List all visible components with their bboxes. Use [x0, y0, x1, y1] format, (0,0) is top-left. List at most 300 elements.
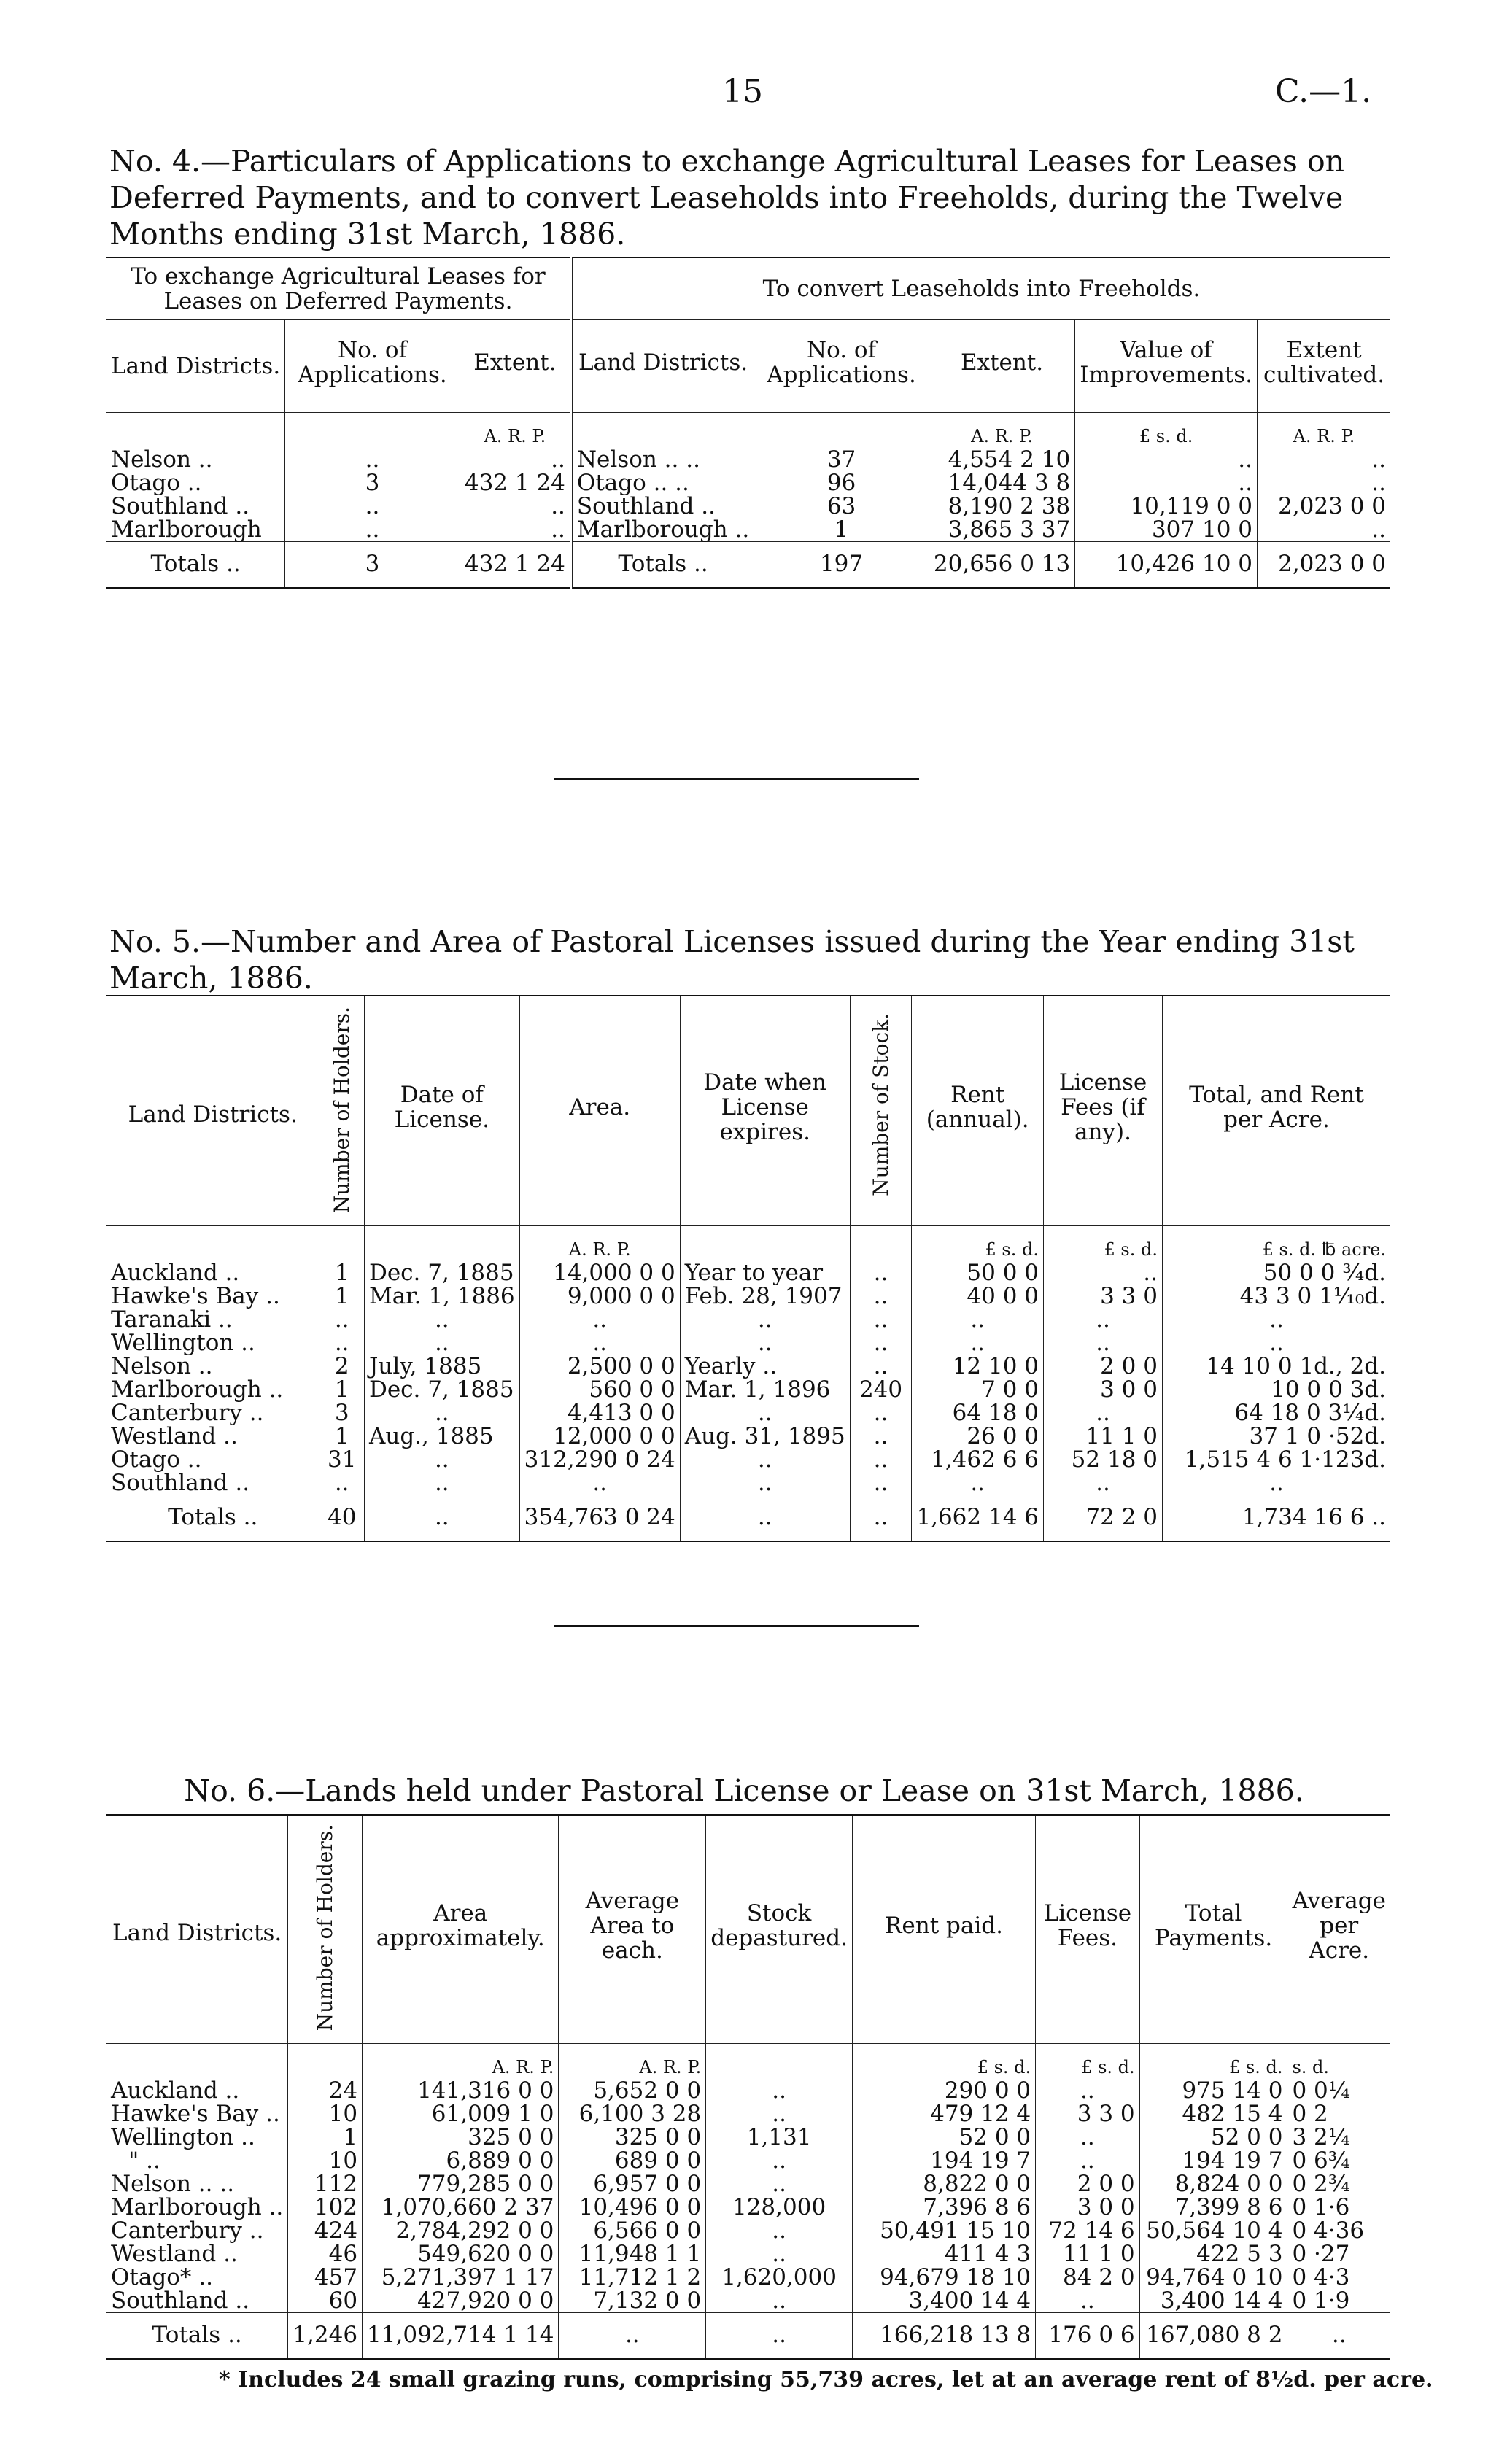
table5-cell: Feb. 28, 1907	[680, 1285, 850, 1308]
table5-header-land-districts: Land Districts.	[106, 996, 319, 1226]
table6-header-fees: License Fees.	[1036, 1815, 1139, 2044]
table4-cell: Nelson ..	[111, 446, 213, 473]
table6-cell: 61,009 1 0	[363, 2102, 559, 2126]
table5-unit	[364, 1226, 519, 1262]
table5-cell: ..	[1163, 1308, 1391, 1331]
table-row	[106, 2102, 1390, 2126]
table4-header-cultivated: Extent cultivated.	[1258, 320, 1391, 413]
table5-cell: ..	[364, 1448, 519, 1471]
table5-total: 72 2 0	[1044, 1495, 1163, 1542]
table5-cell: ..	[364, 1471, 519, 1495]
table6-cell: 0 0¼	[1287, 2079, 1390, 2102]
table-row	[106, 518, 1390, 542]
table4-cell: Southland ..	[111, 493, 250, 519]
table6-cell: 3 0 0	[1036, 2196, 1139, 2219]
table5-cell: 43 3 0 1⅒d.	[1163, 1285, 1391, 1308]
table6-cell: 975 14 0	[1139, 2079, 1287, 2102]
table4-total: 20,656 0 13	[929, 542, 1074, 589]
table6-cell: 52 0 0	[852, 2126, 1035, 2149]
table-row	[106, 1401, 1390, 1425]
table5-header-total: Total, and Rent per Acre.	[1163, 996, 1391, 1226]
table5-cell: ..	[850, 1355, 912, 1378]
table6-header-land-districts: Land Districts.	[106, 1815, 288, 2044]
table5-cell: 3 3 0	[1044, 1285, 1163, 1308]
table4-total: 432 1 24	[460, 542, 571, 589]
table6-cell: ..	[1036, 2289, 1139, 2313]
table5-cell: 2	[319, 1355, 365, 1378]
table6-cell: 689 0 0	[559, 2149, 706, 2172]
table4-header-extent: Extent.	[460, 320, 571, 413]
table5-cell: 26 0 0	[912, 1425, 1044, 1448]
table4-header-improvements: Value of Improvements.	[1075, 320, 1258, 413]
totals-row	[106, 2313, 1390, 2360]
table5-cell: 2 0 0	[1044, 1355, 1163, 1378]
table-row	[106, 2172, 1390, 2196]
table6-cell: 11 1 0	[1036, 2242, 1139, 2266]
table5-cell: 7 0 0	[912, 1378, 1044, 1401]
table5-cell: Otago ..	[111, 1446, 202, 1473]
table6-cell: Marlborough ..	[111, 2194, 284, 2221]
table4-header-extent-2: Extent.	[929, 320, 1074, 413]
table5-cell: ..	[850, 1308, 912, 1331]
table5-cell: ..	[680, 1471, 850, 1495]
table5-cell: 1	[319, 1378, 365, 1401]
table4-unit	[285, 413, 460, 449]
table5-cell: ..	[1044, 1471, 1163, 1495]
table5-cell: 10 0 0 3d.	[1163, 1378, 1391, 1401]
table5-cell: ..	[1044, 1401, 1163, 1425]
table5-cell: Aug. 31, 1895	[680, 1425, 850, 1448]
table5-cell: 50 0 0 ¾d.	[1163, 1261, 1391, 1285]
table5-cell: 1,515 4 6 1·123d.	[1163, 1448, 1391, 1471]
table-row	[106, 1425, 1390, 1448]
table4-cell: 10,119 0 0	[1075, 495, 1258, 518]
table6-cell: 0 4·36	[1287, 2219, 1390, 2242]
table6-cell: 102	[288, 2196, 363, 2219]
table5-cell: ..	[1044, 1308, 1163, 1331]
table6-cell: 141,316 0 0	[363, 2079, 559, 2102]
table5-cell: Mar. 1, 1886	[364, 1285, 519, 1308]
table4-total: Totals ..	[571, 542, 754, 589]
table4-cell: ..	[285, 448, 460, 471]
table4-cell: Otago .. ..	[571, 471, 754, 495]
table5-cell: 1,462 6 6	[912, 1448, 1044, 1471]
table4-cell: 1	[754, 518, 929, 542]
table-row	[106, 1471, 1390, 1495]
table6-total: 1,246	[288, 2313, 363, 2360]
table4-cell: 63	[754, 495, 929, 518]
table6-cell: ..	[1036, 2126, 1139, 2149]
table4-total: 2,023 0 0	[1258, 542, 1391, 589]
table5-title: No. 5.—Number and Area of Pastoral Licenses issued during the Year ending 31st March, 1886.	[109, 924, 1355, 996]
table4-cell: 96	[754, 471, 929, 495]
table5-cell: 4,413 0 0	[519, 1401, 680, 1425]
table4-cell: 432 1 24	[460, 471, 571, 495]
table5-cell: 14,000 0 0	[519, 1261, 680, 1285]
table5-cell: ..	[1163, 1331, 1391, 1355]
table5-unit	[680, 1226, 850, 1262]
table4-total: 197	[754, 542, 929, 589]
table5-cell: July, 1885	[364, 1355, 519, 1378]
table5-cell: ..	[1044, 1331, 1163, 1355]
table-row	[106, 1285, 1390, 1308]
table5-cell: Aug., 1885	[364, 1425, 519, 1448]
table5-total: 40	[319, 1495, 365, 1542]
table6-cell: 5,652 0 0	[559, 2079, 706, 2102]
table5-cell: Yearly ..	[680, 1355, 850, 1378]
table4-cell: 4,554 2 10	[929, 448, 1074, 471]
table4-cell: 3	[285, 471, 460, 495]
table6-unit	[288, 2044, 363, 2080]
table6-cell: 0 1·6	[1287, 2196, 1390, 2219]
table6-cell: " ..	[128, 2147, 160, 2174]
table4-cell: ..	[460, 448, 571, 471]
table5-unit: £ s. d.	[1044, 1226, 1163, 1262]
table5-unit	[850, 1226, 912, 1262]
table6-cell: 84 2 0	[1036, 2266, 1139, 2289]
table5-cell: 64 18 0 3¼d.	[1163, 1401, 1391, 1425]
table6-cell: 11,948 1 1	[559, 2242, 706, 2266]
table5-cell: ..	[1163, 1471, 1391, 1495]
table-row	[106, 1261, 1390, 1285]
table4-cell: Southland ..	[571, 495, 754, 518]
table6-cell: 46	[288, 2242, 363, 2266]
table4-header-land-districts-2: Land Districts.	[571, 320, 754, 413]
page-number: 15	[722, 73, 763, 110]
table5-cell: 12 10 0	[912, 1355, 1044, 1378]
table4-header-applications-2: No. of Applications.	[754, 320, 929, 413]
table5-cell: Canterbury ..	[111, 1400, 264, 1427]
table6-cell: 0 4·3	[1287, 2266, 1390, 2289]
table6-total: ..	[706, 2313, 853, 2360]
table5-cell: ..	[364, 1401, 519, 1425]
table6-cell: 0 2¾	[1287, 2172, 1390, 2196]
table6	[106, 1814, 1390, 2360]
table5-cell: Year to year	[680, 1261, 850, 1285]
table5-unit: £ s. d. ℔ acre.	[1163, 1226, 1391, 1262]
table5-cell: 240	[850, 1378, 912, 1401]
table4-cell: 3,865 3 37	[929, 518, 1074, 542]
table5-header-holders: Number of Holders.	[329, 1007, 354, 1214]
table4-unit	[571, 413, 754, 449]
table4-cell: 8,190 2 38	[929, 495, 1074, 518]
table6-cell: 325 0 0	[559, 2126, 706, 2149]
table6-header-rent: Rent paid.	[852, 1815, 1035, 2044]
table6-header-average: Average per Acre.	[1287, 1815, 1390, 2044]
table6-cell: 7,399 8 6	[1139, 2196, 1287, 2219]
table6-cell: Nelson .. ..	[111, 2171, 235, 2198]
table5-total: Totals ..	[106, 1495, 319, 1542]
table4-cell: ..	[1075, 471, 1258, 495]
table6-cell: 1,131	[706, 2126, 853, 2149]
table6-cell: 549,620 0 0	[363, 2242, 559, 2266]
table5-cell: 9,000 0 0	[519, 1285, 680, 1308]
table4-unit	[754, 413, 929, 449]
table6-cell: 5,271,397 1 17	[363, 2266, 559, 2289]
table-row	[106, 1331, 1390, 1355]
table-row	[106, 2219, 1390, 2242]
table4-cell: ..	[460, 518, 571, 542]
table6-unit: £ s. d.	[1139, 2044, 1287, 2080]
table5-cell: ..	[912, 1471, 1044, 1495]
table5-cell: ..	[364, 1308, 519, 1331]
table6-cell: 0 1·9	[1287, 2289, 1390, 2313]
table5-unit	[106, 1226, 319, 1262]
footnote: * Includes 24 small grazing runs, comprising 55,739 acres, let at an average rent of 8½d. per acre.	[219, 2367, 1433, 2393]
table6-unit	[106, 2044, 288, 2080]
table5-cell: Southland ..	[111, 1470, 250, 1497]
table5-cell: ..	[680, 1401, 850, 1425]
table4-cell: 307 10 0	[1075, 518, 1258, 542]
table-row	[106, 1308, 1390, 1331]
table6-cell: 194 19 7	[852, 2149, 1035, 2172]
table5-cell: 11 1 0	[1044, 1425, 1163, 1448]
table-row	[106, 2196, 1390, 2219]
table6-cell: 7,396 8 6	[852, 2196, 1035, 2219]
table6-header-holders: Number of Holders.	[312, 1824, 337, 2031]
table6-cell: ..	[706, 2102, 853, 2126]
table6-cell: 24	[288, 2079, 363, 2102]
table-row	[106, 448, 1390, 471]
table5	[106, 995, 1390, 1542]
table6-cell: 422 5 3	[1139, 2242, 1287, 2266]
table6-cell: 94,764 0 10	[1139, 2266, 1287, 2289]
table5-cell: ..	[850, 1448, 912, 1471]
table5-cell: Mar. 1, 1896	[680, 1378, 850, 1401]
table4-title-text: —Particulars of Applications to exchange Agricultural Leases for Leases on Deferred Payments, and to convert Leaseholds into Freeholds, during the Twelve Months ending 31st March, 1886.	[109, 144, 1345, 252]
table5-header-area: Area.	[519, 996, 680, 1226]
page-code: C.—1.	[1275, 73, 1372, 110]
table6-cell: 10,496 0 0	[559, 2196, 706, 2219]
table6-cell: 2,784,292 0 0	[363, 2219, 559, 2242]
table6-cell: 10	[288, 2149, 363, 2172]
table5-header-stock: Number of Stock.	[868, 1013, 893, 1197]
section-divider	[554, 778, 919, 780]
table5-cell: Westland ..	[111, 1423, 238, 1450]
table5-cell: ..	[680, 1308, 850, 1331]
table6-header-average-area: Average Area to each.	[559, 1815, 706, 2044]
table6-header-stock: Stock depastured.	[706, 1815, 853, 2044]
table5-header-fees: License Fees (if any).	[1044, 996, 1163, 1226]
table6-cell: 112	[288, 2172, 363, 2196]
table5-cell: 14 10 0 1d., 2d.	[1163, 1355, 1391, 1378]
table6-cell: 1	[288, 2126, 363, 2149]
table5-header-date: Date of License.	[364, 996, 519, 1226]
table5-cell: Auckland ..	[111, 1260, 240, 1287]
table5-cell: 31	[319, 1448, 365, 1471]
table5-cell: 40 0 0	[912, 1285, 1044, 1308]
table-row	[106, 2289, 1390, 2313]
table6-cell: Hawke's Bay ..	[111, 2101, 280, 2128]
table4-header-applications: No. of Applications.	[285, 320, 460, 413]
table5-cell: Dec. 7, 1885	[364, 1261, 519, 1285]
table4-cell: ..	[285, 495, 460, 518]
table5-cell: 37 1 0 ·52d.	[1163, 1425, 1391, 1448]
table6-cell: ..	[706, 2149, 853, 2172]
table5-total: 354,763 0 24	[519, 1495, 680, 1542]
table6-cell: ..	[706, 2289, 853, 2313]
table6-cell: Westland ..	[111, 2241, 238, 2268]
table6-total: ..	[559, 2313, 706, 2360]
table6-cell: 7,132 0 0	[559, 2289, 706, 2313]
table5-total: ..	[850, 1495, 912, 1542]
table6-cell: 0 6¾	[1287, 2149, 1390, 2172]
table4-cell: Otago ..	[111, 470, 202, 496]
table6-cell: Auckland ..	[111, 2077, 240, 2104]
table6-cell: 479 12 4	[852, 2102, 1035, 2126]
table4-group-left: To exchange Agricultural Leases for Leases on Deferred Payments.	[106, 257, 571, 320]
table5-total: ..	[680, 1495, 850, 1542]
table5-cell: ..	[680, 1331, 850, 1355]
table6-cell: 11,712 1 2	[559, 2266, 706, 2289]
table6-cell: Canterbury ..	[111, 2217, 264, 2244]
table5-cell: ..	[319, 1331, 365, 1355]
table6-title: No. 6.—Lands held under Pastoral License or Lease on 31st March, 1886.	[184, 1773, 1304, 1808]
table6-header-total: Total Payments.	[1139, 1815, 1287, 2044]
table6-unit: A. R. P.	[559, 2044, 706, 2080]
table4-cell: Marlborough	[111, 516, 262, 543]
table4-cell: ..	[1258, 471, 1391, 495]
table6-cell: 194 19 7	[1139, 2149, 1287, 2172]
table6-cell: 1,620,000	[706, 2266, 853, 2289]
table4-cell: 14,044 3 8	[929, 471, 1074, 495]
table5-unit	[319, 1226, 365, 1262]
table6-cell: ..	[706, 2219, 853, 2242]
table6-total: Totals ..	[106, 2313, 288, 2360]
table5-cell: 312,290 0 24	[519, 1448, 680, 1471]
table6-cell: ..	[706, 2079, 853, 2102]
table6-cell: 0 ·27	[1287, 2242, 1390, 2266]
table5-cell: 12,000 0 0	[519, 1425, 680, 1448]
table-row	[106, 1355, 1390, 1378]
table5-cell: 50 0 0	[912, 1261, 1044, 1285]
table5-cell: 1	[319, 1261, 365, 1285]
table6-cell: 427,920 0 0	[363, 2289, 559, 2313]
table4-title	[109, 143, 1379, 252]
table5-cell: 52 18 0	[1044, 1448, 1163, 1471]
table-row	[106, 1378, 1390, 1401]
table5-header-rent: Rent (annual).	[912, 996, 1044, 1226]
table5-cell: ..	[850, 1285, 912, 1308]
table5-cell: ..	[850, 1401, 912, 1425]
table4-unit: A. R. P.	[1258, 413, 1391, 449]
table6-cell: 3 2¼	[1287, 2126, 1390, 2149]
table6-cell: ..	[706, 2172, 853, 2196]
table6-cell: 128,000	[706, 2196, 853, 2219]
table6-cell: Southland ..	[111, 2287, 250, 2314]
totals-row	[106, 542, 1390, 589]
table6-total: 167,080 8 2	[1139, 2313, 1287, 2360]
table6-header-area: Area approximately.	[363, 1815, 559, 2044]
section-divider	[554, 1625, 919, 1627]
table5-cell: 64 18 0	[912, 1401, 1044, 1425]
table4-unit: A. R. P.	[929, 413, 1074, 449]
table5-cell: ..	[850, 1471, 912, 1495]
table4-total: 10,426 10 0	[1075, 542, 1258, 589]
table6-unit	[706, 2044, 853, 2080]
table6-cell: 411 4 3	[852, 2242, 1035, 2266]
table6-cell: 3,400 14 4	[1139, 2289, 1287, 2313]
table5-unit: A. R. P.	[519, 1226, 680, 1262]
table5-cell: ..	[912, 1331, 1044, 1355]
table6-unit: A. R. P.	[363, 2044, 559, 2080]
table5-cell: ..	[519, 1308, 680, 1331]
table-row	[106, 471, 1390, 495]
table6-cell: Otago* ..	[111, 2264, 213, 2291]
table6-cell: 72 14 6	[1036, 2219, 1139, 2242]
table-row	[106, 2079, 1390, 2102]
table6-cell: ..	[1036, 2079, 1139, 2102]
table6-cell: 60	[288, 2289, 363, 2313]
table6-cell: 52 0 0	[1139, 2126, 1287, 2149]
table5-cell: 1	[319, 1425, 365, 1448]
table4-cell: Marlborough ..	[571, 518, 754, 542]
table6-cell: 6,566 0 0	[559, 2219, 706, 2242]
table5-cell: Hawke's Bay ..	[111, 1283, 280, 1310]
table4-unit: A. R. P.	[460, 413, 571, 449]
table4-total: Totals ..	[106, 542, 285, 589]
table6-unit: £ s. d.	[852, 2044, 1035, 2080]
table4-cell: Nelson .. ..	[571, 448, 754, 471]
table5-cell: ..	[319, 1471, 365, 1495]
table6-cell: 6,889 0 0	[363, 2149, 559, 2172]
table5-cell: ..	[1044, 1261, 1163, 1285]
table5-cell: 3 0 0	[1044, 1378, 1163, 1401]
table6-cell: 424	[288, 2219, 363, 2242]
table6-cell: 457	[288, 2266, 363, 2289]
table6-cell: 779,285 0 0	[363, 2172, 559, 2196]
table4-cell: 2,023 0 0	[1258, 495, 1391, 518]
table6-cell: 2 0 0	[1036, 2172, 1139, 2196]
table6-total: 166,218 13 8	[852, 2313, 1035, 2360]
table5-total: 1,734 16 6 ..	[1163, 1495, 1391, 1542]
table-row	[106, 495, 1390, 518]
table4-number: No. 4.	[109, 144, 201, 179]
table5-cell: ..	[912, 1308, 1044, 1331]
table5-cell: 2,500 0 0	[519, 1355, 680, 1378]
table4-unit: £ s. d.	[1075, 413, 1258, 449]
table5-total: ..	[364, 1495, 519, 1542]
table4-cell: ..	[1258, 448, 1391, 471]
table5-cell: Taranaki ..	[111, 1306, 233, 1333]
table5-cell: ..	[519, 1331, 680, 1355]
table6-cell: 290 0 0	[852, 2079, 1035, 2102]
table6-unit: £ s. d.	[1036, 2044, 1139, 2080]
table5-total: 1,662 14 6	[912, 1495, 1044, 1542]
table6-cell: 8,824 0 0	[1139, 2172, 1287, 2196]
table4-cell: ..	[285, 518, 460, 542]
table6-total: 176 0 6	[1036, 2313, 1139, 2360]
table6-cell: 50,564 10 4	[1139, 2219, 1287, 2242]
table5-cell: Dec. 7, 1885	[364, 1378, 519, 1401]
table-row	[106, 2242, 1390, 2266]
table6-cell: 6,957 0 0	[559, 2172, 706, 2196]
table6-cell: ..	[706, 2242, 853, 2266]
table4-cell: ..	[1075, 448, 1258, 471]
table5-cell: Wellington ..	[111, 1330, 255, 1357]
table5-cell: ..	[850, 1261, 912, 1285]
table6-cell: 482 15 4	[1139, 2102, 1287, 2126]
table6-cell: 1,070,660 2 37	[363, 2196, 559, 2219]
table6-cell: 50,491 15 10	[852, 2219, 1035, 2242]
table5-cell: ..	[680, 1448, 850, 1471]
table-row	[106, 2149, 1390, 2172]
table4-unit	[106, 413, 285, 449]
table6-cell: Wellington ..	[111, 2124, 255, 2151]
table5-cell: ..	[850, 1331, 912, 1355]
table5-header-expires: Date when License expires.	[680, 996, 850, 1226]
table-row	[106, 1448, 1390, 1471]
